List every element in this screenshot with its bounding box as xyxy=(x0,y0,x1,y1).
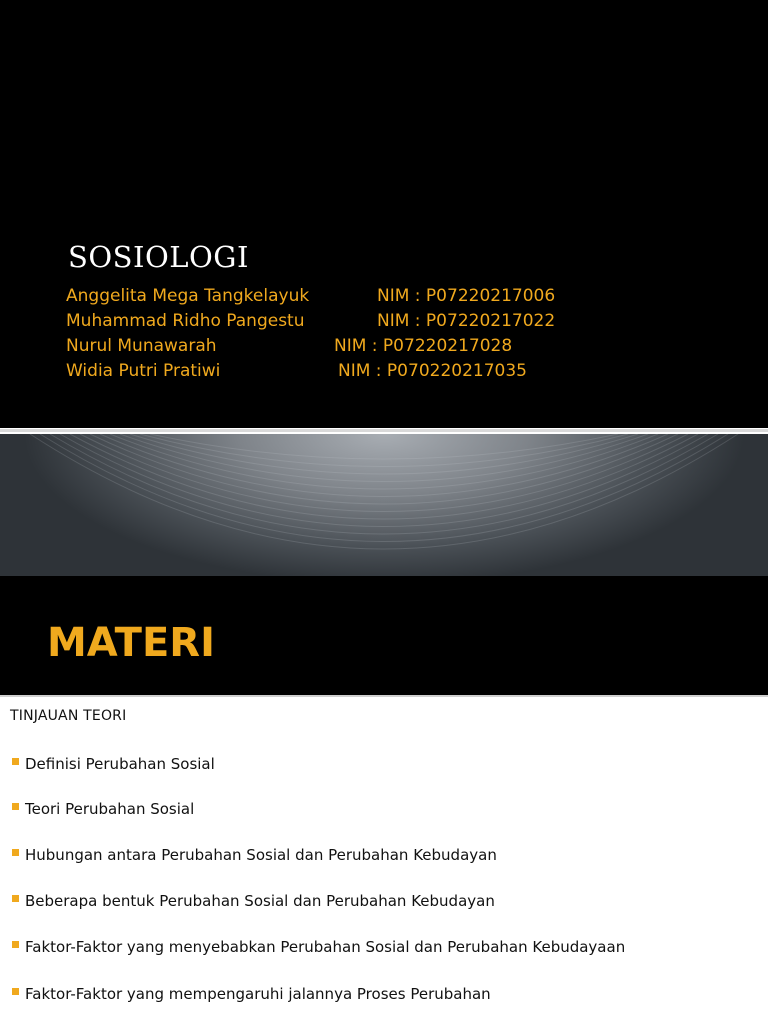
list-item-text: Definisi Perubahan Sosial xyxy=(25,755,215,773)
author-name: Anggelita Mega Tangkelayuk xyxy=(66,286,310,306)
author-name: Widia Putri Pratiwi xyxy=(66,361,221,381)
bullet-square-icon xyxy=(12,803,19,810)
band-pattern xyxy=(0,434,768,576)
bullet-square-icon xyxy=(12,941,19,948)
author-nim: NIM : P070220217035 xyxy=(338,361,527,381)
list-item-text: Beberapa bentuk Perubahan Sosial dan Perubahan Kebudayan xyxy=(25,892,495,910)
list-item xyxy=(12,892,495,910)
list-item xyxy=(12,985,491,1003)
header-divider xyxy=(0,695,768,697)
list-item-text: Hubungan antara Perubahan Sosial dan Perubahan Kebudayan xyxy=(25,846,497,864)
decorative-band xyxy=(0,434,768,576)
author-name: Muhammad Ridho Pangestu xyxy=(66,311,305,331)
section-subtitle: TINJAUAN TEORI xyxy=(10,708,127,724)
list-item-text: Teori Perubahan Sosial xyxy=(25,800,195,818)
slide-divider xyxy=(0,429,768,432)
bullet-square-icon xyxy=(12,849,19,856)
bullet-square-icon xyxy=(12,895,19,902)
slide-title: SOSIOLOGI xyxy=(68,240,249,274)
list-item-text: Faktor-Faktor yang mempengaruhi jalannya Proses Perubahan xyxy=(25,985,491,1003)
author-nim: NIM : P07220217028 xyxy=(334,336,513,356)
list-item xyxy=(12,755,215,773)
author-nim: NIM : P07220217006 xyxy=(377,286,556,306)
list-item xyxy=(12,846,497,864)
list-item-text: Faktor-Faktor yang menyebabkan Perubahan Sosial dan Perubahan Kebudayaan xyxy=(25,938,626,956)
author-nim: NIM : P07220217022 xyxy=(377,311,556,331)
list-item xyxy=(12,938,625,956)
author-name: Nurul Munawarah xyxy=(66,336,217,356)
list-item xyxy=(12,800,194,818)
bullet-square-icon xyxy=(12,988,19,995)
bullet-square-icon xyxy=(12,758,19,765)
slide-heading: MATERI xyxy=(47,620,215,666)
